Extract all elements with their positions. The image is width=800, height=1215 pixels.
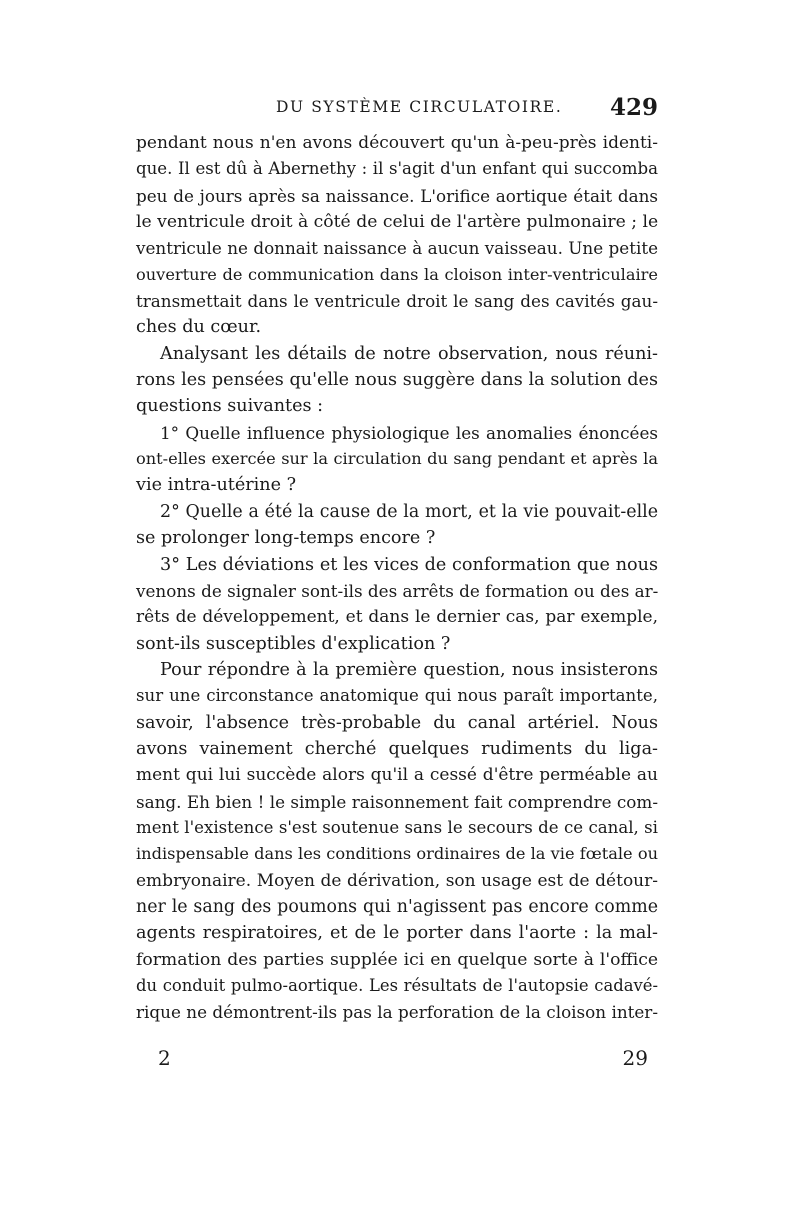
text-line: avons vainement cherché quelques rudiments du liga- xyxy=(136,738,658,759)
text-line: vie intra-utérine ? xyxy=(136,475,297,496)
text-line: rique ne démontrent-ils pas la perforation de la cloison inter- xyxy=(136,1002,658,1023)
sheet-number: 29 xyxy=(622,1046,648,1070)
text-line: embryonaire. Moyen de dérivation, son usage est de détour- xyxy=(136,870,658,891)
text-line: ouverture de communication dans la cloison inter-ventriculaire xyxy=(136,264,658,284)
text-line: rêts de développement, et dans le dernier cas, par exemple, xyxy=(136,607,658,628)
text-line: ches du cœur. xyxy=(136,317,262,338)
text-line: 2° Quelle a été la cause de la mort, et la vie pouvait-elle xyxy=(160,501,658,522)
text-line: formation des parties supplée ici en quelque sorte à l'office xyxy=(136,949,658,970)
text-line: ner le sang des poumons qui n'agissent pas encore comme xyxy=(136,896,658,917)
text-line: sur une circonstance anatomique qui nous paraît importante, xyxy=(136,686,658,706)
signature-mark: 2 xyxy=(158,1046,171,1070)
text-line: 3° Les déviations et les vices de conformation que nous xyxy=(160,554,658,575)
text-line: indispensable dans les conditions ordinaires de la vie fœtale ou xyxy=(136,844,658,864)
text-line: questions suivantes : xyxy=(136,396,324,417)
text-line: 1° Quelle influence physiologique les anomalies énoncées xyxy=(160,422,658,443)
text-line: pendant nous n'en avons découvert qu'un à-peu-près identi- xyxy=(136,133,658,153)
text-line: peu de jours après sa naissance. L'orifice aortique était dans xyxy=(136,185,658,206)
text-line: Analysant les détails de notre observation, nous réuni- xyxy=(160,343,658,364)
text-line: que. Il est dû à Abernethy : il s'agit d'un enfant qui succomba xyxy=(136,159,658,179)
running-title: DU SYSTÈME CIRCULATOIRE. xyxy=(276,98,563,116)
text-line: le ventricule droit à côté de celui de l'artère pulmonaire ; le xyxy=(136,212,659,233)
text-line: ventricule ne donnait naissance à aucun vaisseau. Une petite xyxy=(136,238,658,259)
text-line: Pour répondre à la première question, nous insisterons xyxy=(160,659,658,680)
text-line: se prolonger long-temps encore ? xyxy=(136,528,436,549)
text-line: savoir, l'absence très-probable du canal artériel. Nous xyxy=(136,712,658,733)
text-line: venons de signaler sont-ils des arrêts de formation ou des ar- xyxy=(136,580,659,601)
text-line: ont-elles exercée sur la circulation du sang pendant et après la xyxy=(136,449,658,469)
text-line: agents respiratoires, et de le porter dans l'aorte : la mal- xyxy=(136,923,658,944)
text-line: sang. Eh bien ! le simple raisonnement fait comprendre com- xyxy=(136,791,658,812)
page-footer xyxy=(150,1046,658,1076)
text-line: du conduit pulmo-aortique. Les résultats de l'autopsie cadavé- xyxy=(136,976,658,995)
text-line: transmettait dans le ventricule droit le sang des cavités gau- xyxy=(136,291,658,312)
text-line: ment qui lui succède alors qu'il a cessé d'être perméable au xyxy=(136,765,658,786)
page-header xyxy=(136,94,658,124)
text-line: ment l'existence s'est soutenue sans le secours de ce canal, si xyxy=(136,817,658,837)
body-text xyxy=(136,130,658,1026)
page-number: 429 xyxy=(609,94,658,121)
text-line: rons les pensées qu'elle nous suggère dans la solution des xyxy=(136,370,658,391)
text-line: sont-ils susceptibles d'explication ? xyxy=(136,633,451,654)
